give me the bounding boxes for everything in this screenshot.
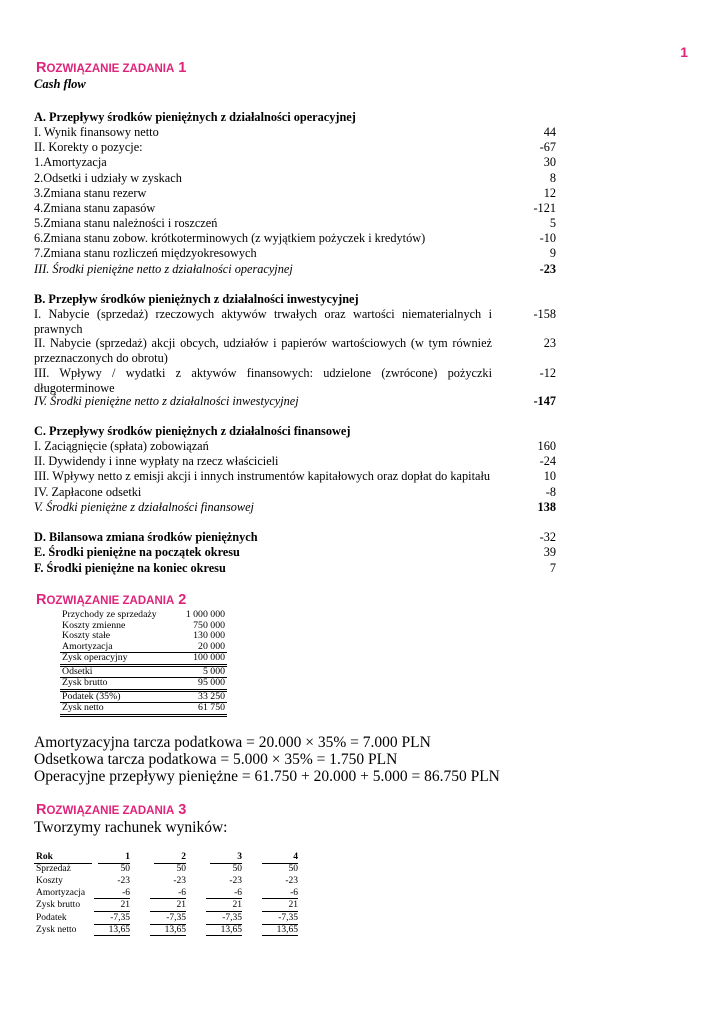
row-value: 13,65 xyxy=(206,924,242,936)
summary-row: E. Środki pieniężne na początek okresu 39 xyxy=(34,545,556,559)
row-value: 13,65 xyxy=(94,924,130,936)
row-value: 13,65 xyxy=(150,924,186,936)
row-value: 21 xyxy=(94,898,130,912)
row-value: 50 xyxy=(176,864,186,874)
section-b-row: II. Nabycie (sprzedaż) akcji obcych, udziałów i papierów wartościowych (w tym również przeznaczonych do obrotu) 23 xyxy=(34,336,556,365)
table-row: Zysk netto 61 750 xyxy=(60,703,227,717)
row-label: Zysk brutto xyxy=(36,900,81,910)
row-value: -23 xyxy=(285,876,298,886)
section-a-row: 5.Zmiana stanu należności i roszczeń 5 xyxy=(34,216,556,230)
table-row: Koszty zmienne 750 000 xyxy=(62,619,225,631)
income-table xyxy=(60,610,227,717)
section-a-row: 2.Odsetki i udziały w zyskach 8 xyxy=(34,171,556,185)
table-row: Zysk operacyjny 100 000 xyxy=(60,653,227,667)
row-value: 21 xyxy=(262,898,298,912)
section-c-row: IV. Zapłacone odsetki -8 xyxy=(34,485,556,499)
section-a-row: 1.Amortyzacja 30 xyxy=(34,155,556,169)
section-a-row: 4.Zmiana stanu zapasów -121 xyxy=(34,201,556,215)
solution-3-heading: ROZWIĄZANIE ZADANIA 3 xyxy=(36,802,187,818)
row-label: Amortyzacja xyxy=(36,888,86,898)
row-value: -23 xyxy=(173,876,186,886)
row-value: -23 xyxy=(117,876,130,886)
table-header-cell: 3 xyxy=(237,852,242,862)
row-label: Sprzedaż xyxy=(36,864,71,874)
table-row: Przychody ze sprzedaży 1 000 000 xyxy=(62,609,225,620)
section-a-row: I. Wynik finansowy netto 44 xyxy=(34,125,556,139)
section-a-row: II. Korekty o pozycje: -67 xyxy=(34,140,556,154)
row-value: -6 xyxy=(290,888,298,898)
summary-row: F. Środki pieniężne na koniec okresu 7 xyxy=(34,561,556,575)
section-c-row: III. Wpływy netto z emisji akcji i innych instrumentów kapitałowych oraz dopłat do kapitału 10 xyxy=(34,469,556,483)
section-c-total: V. Środki pieniężne z działalności finansowej 138 xyxy=(34,500,556,514)
row-value: -7,35 xyxy=(222,913,242,923)
table-row: Amortyzacja 20 000 xyxy=(62,640,225,652)
section-b-title: B. Przepływ środków pieniężnych z działalności inwestycyjnej xyxy=(34,292,359,306)
row-value: 21 xyxy=(150,898,186,912)
section-a-row: 3.Zmiana stanu rezerw 12 xyxy=(34,186,556,200)
row-value: -7,35 xyxy=(110,913,130,923)
table-header-cell: 4 xyxy=(293,852,298,862)
tax-shield-amortization: Amortyzacyjna tarcza podatkowa = 20.000 × 35% = 7.000 PLN xyxy=(34,734,431,751)
row-value: 50 xyxy=(232,864,242,874)
section-b-row: III. Wpływy / wydatki z aktywów finansowych: udzielone (zwrócone) pożyczki długoterminowe -12 xyxy=(34,366,556,395)
section-a-title: A. Przepływy środków pieniężnych z działalności operacyjnej xyxy=(34,110,356,124)
section-c-row: II. Dywidendy i inne wypłaty na rzecz właścicieli -24 xyxy=(34,454,556,468)
table-header-cell: 2 xyxy=(181,852,186,862)
solution-1-heading: ROZWIĄZANIE ZADANIA 1 xyxy=(36,60,187,76)
row-value: 50 xyxy=(288,864,298,874)
row-value: -23 xyxy=(229,876,242,886)
row-value: 50 xyxy=(120,864,130,874)
row-label: Zysk netto xyxy=(36,925,77,935)
section-c-row: I. Zaciągnięcie (spłata) zobowiązań 160 xyxy=(34,439,556,453)
section-b-total: IV. Środki pieniężne netto z działalności inwestycyjnej -147 xyxy=(34,394,556,408)
row-value: 21 xyxy=(206,898,242,912)
solution-3-intro: Tworzymy rachunek wyników: xyxy=(34,819,228,836)
row-value: -6 xyxy=(122,888,130,898)
row-value: -7,35 xyxy=(166,913,186,923)
operating-cash-flow: Operacyjne przepływy pieniężne = 61.750 + 20.000 + 5.000 = 86.750 PLN xyxy=(34,768,500,785)
row-value: -7,35 xyxy=(278,913,298,923)
tax-shield-interest: Odsetkowa tarcza podatkowa = 5.000 × 35% = 1.750 PLN xyxy=(34,751,398,768)
table-header-cell: 1 xyxy=(125,852,130,862)
table-row: Zysk brutto 95 000 xyxy=(60,678,227,692)
cash-flow-subtitle: Cash flow xyxy=(34,77,86,91)
section-a-row: 7.Zmiana stanu rozliczeń międzyokresowych 9 xyxy=(34,246,556,260)
row-value: 13,65 xyxy=(262,924,298,936)
table-row: Koszty stałe 130 000 xyxy=(62,630,225,641)
section-c-title: C. Przepływy środków pieniężnych z działalności finansowej xyxy=(34,424,351,438)
table-header-cell: Rok xyxy=(36,852,53,862)
row-label: Koszty xyxy=(36,876,63,886)
summary-row: D. Bilansowa zmiana środków pieniężnych -32 xyxy=(34,530,556,544)
row-label: Podatek xyxy=(36,913,67,923)
row-value: -6 xyxy=(234,888,242,898)
table-row: Podatek (35%) 33 250 xyxy=(62,690,225,702)
profit-table xyxy=(34,852,304,942)
section-a-total: III. Środki pieniężne netto z działalności operacyjnej -23 xyxy=(34,262,556,276)
row-value: -6 xyxy=(178,888,186,898)
page-number: 1 xyxy=(680,44,688,60)
solution-2-heading: ROZWIĄZANIE ZADANIA 2 xyxy=(36,592,187,608)
section-a-row: 6.Zmiana stanu zobow. krótkoterminowych (z wyjątkiem pożyczek i kredytów) -10 xyxy=(34,231,556,245)
section-b-row: I. Nabycie (sprzedaż) rzeczowych aktywów trwałych oraz wartości niematerialnych i prawnych -158 xyxy=(34,307,556,336)
table-row: Odsetki 5 000 xyxy=(62,665,225,677)
